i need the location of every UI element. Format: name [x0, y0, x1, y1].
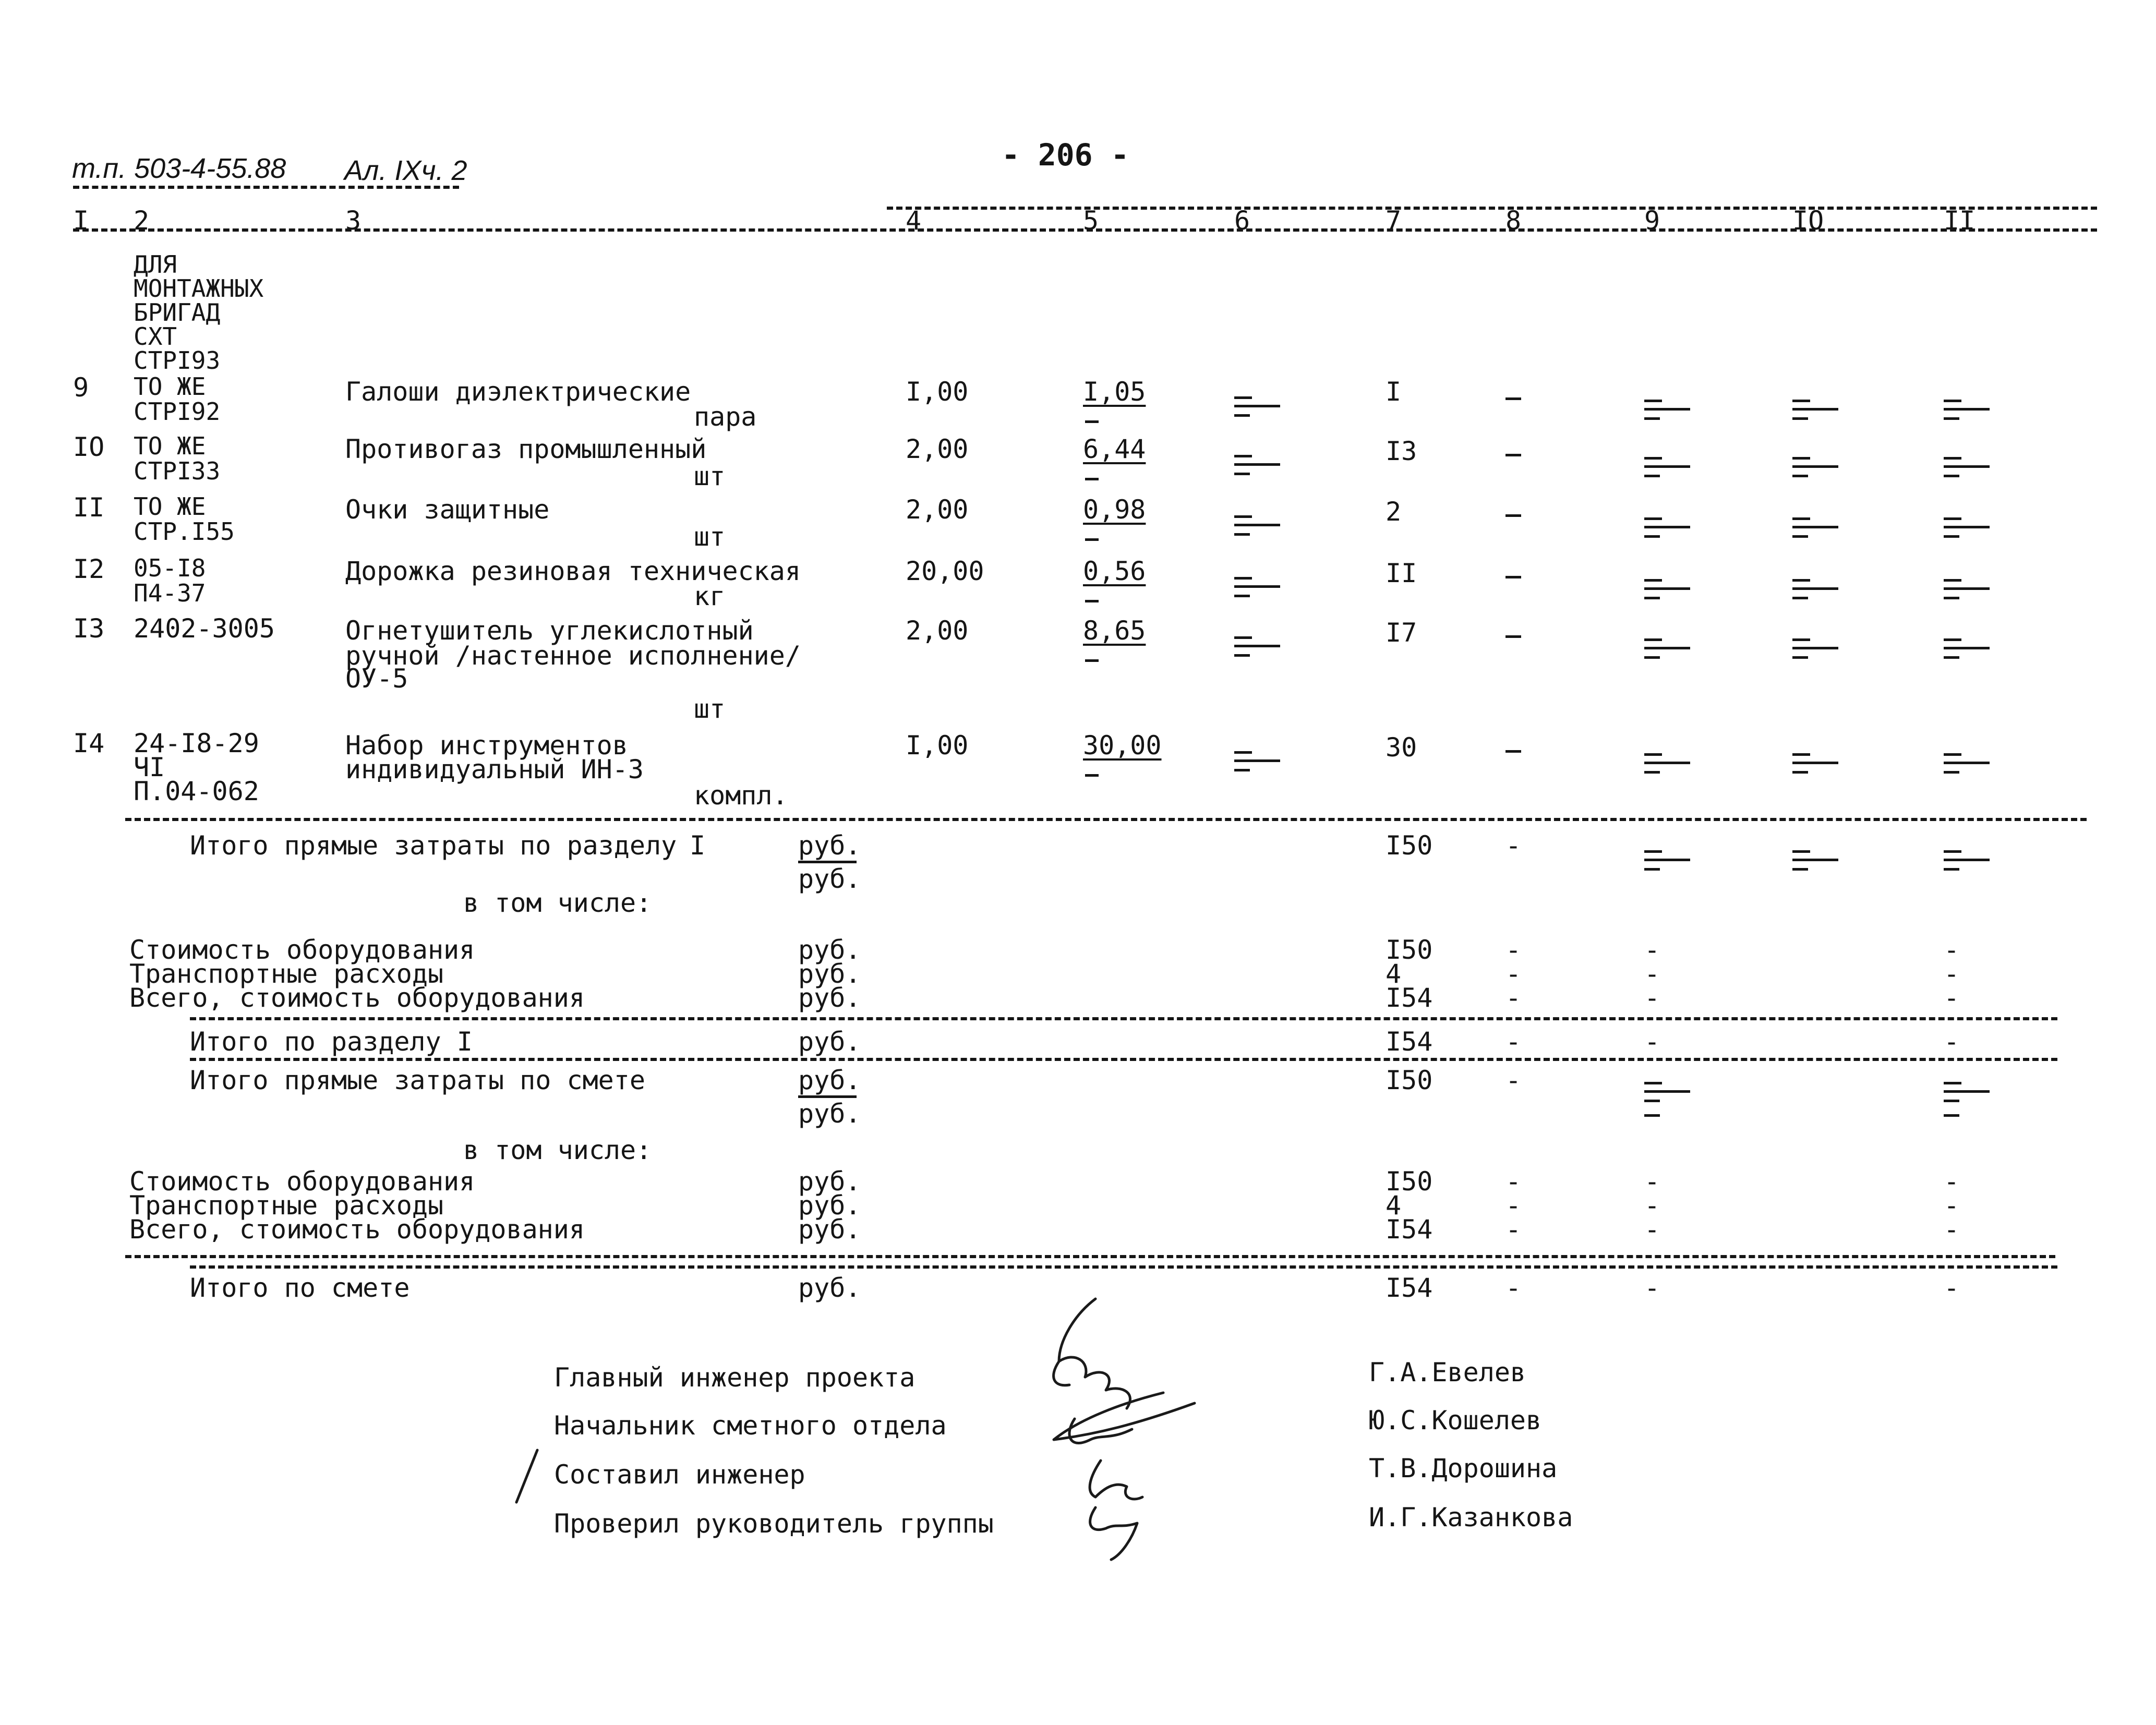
- dash-mark: [1644, 1080, 1691, 1103]
- dash-mark: [1944, 397, 1991, 420]
- dash-mark: [1944, 577, 1991, 600]
- unit-price: 0,98: [1083, 494, 1146, 525]
- signatory-role: Проверил руководитель группы: [554, 1509, 994, 1539]
- signatory-role: Начальник сметного отдела: [554, 1410, 947, 1441]
- column-header: 2: [134, 206, 150, 236]
- column-header: 9: [1644, 206, 1660, 236]
- dash-mark: [1792, 515, 1839, 538]
- column-header-top-rule: [887, 207, 2097, 210]
- total-value: I7: [1386, 618, 1417, 648]
- item-name: ручной /настенное исполнение/: [345, 641, 801, 671]
- quantity: 20,00: [906, 556, 984, 586]
- dash-mark: [1944, 636, 1991, 659]
- including-label: в том числе:: [463, 1135, 652, 1165]
- signatory-role: Главный инженер проекта: [554, 1362, 916, 1393]
- dash-mark: [1792, 636, 1839, 659]
- total-value: I3: [1386, 436, 1417, 466]
- column-header: IO: [1792, 206, 1824, 236]
- column-header: 6: [1234, 206, 1250, 236]
- unit: кг: [694, 581, 726, 611]
- unit: пара: [694, 402, 757, 432]
- unit-price: 30,00: [1083, 730, 1162, 761]
- unit: шт: [694, 522, 726, 552]
- unit: компл.: [694, 780, 788, 811]
- row-number: I2: [73, 554, 105, 584]
- item-name: индивидуальный ИН-3: [345, 754, 644, 785]
- dash-mark: [1234, 634, 1281, 657]
- column-header: II: [1944, 206, 1976, 236]
- page-number: - 206 -: [1002, 137, 1129, 173]
- item-name: ОУ-5: [345, 664, 408, 694]
- column-header: 5: [1083, 206, 1099, 236]
- row-number: I4: [73, 728, 105, 758]
- estimate-page: т.п. 503-4-55.88 Ал. IXч. 2 - 206 - I 2 3 4 5 6 7 8 9 IO II ДЛЯ МОНТАЖНЫХ БРИГАД СХТ СТРI93 9 ТО ЖЕ СТРI92 Галоши диэлектрические пара I,00 I,05 I IO ТО ЖЕ СТРI33 Противогаз промышленный шт 2,00 6,44 I3 II ТО ЖЕ СТР.I55 Очки защитные шт 2,00 0,98 2 I2 05-I8 П4-37 Дорожка резиновая техническая кг 20,00 0,56 II I3 2402-3005 Огнетушитель углекислотный ручной /настенное исполнение/ ОУ-5 шт 2,00 8,65 I7 I4 24-I8-29 ЧI П.04-062 Набор инструментов индивидуальный ИН-3 компл. I,00 30,00 30 Итого прямые затраты по разделу I руб. руб. I50 - в том числе: Стоимость оборудования руб. I50 - - - Транспортные расходы руб. 4 - - - Всего, стоимость оборудования руб. I54 - - - Итого по разделу I руб. I54 - - - Итого прямые затраты по смете руб. руб. I50 - в том числе: Стоимость оборудования руб. I50 - - - Транспортные расходы руб. 4 - - - Всего, стоимость оборудования руб. I54 - - - Итого по смете руб. I54 - - - Главный инженер проекта Г.А.Евелев Начальник сметного отдела Ю.С.Кошелев Составил инженер Т.В.Дорошина Проверил руководитель группы И.Г.Казанкова: [0, 0, 2156, 1725]
- dash-mark: [1644, 577, 1691, 600]
- column-header: 8: [1505, 206, 1522, 236]
- item-name: Огнетушитель углекислотный: [345, 616, 754, 646]
- dash-mark: [1792, 751, 1839, 774]
- item-name: Галоши диэлектрические: [345, 377, 691, 407]
- unit-price: 8,65: [1083, 616, 1146, 646]
- column-header: 7: [1386, 206, 1402, 236]
- dash-mark: [1792, 455, 1839, 478]
- item-name: Набор инструментов: [345, 730, 628, 761]
- dash-mark: [1644, 751, 1691, 774]
- unit: шт: [694, 694, 726, 724]
- unit-price: 0,56: [1083, 556, 1146, 586]
- dash-mark: [1234, 575, 1281, 598]
- dash-mark: [1644, 515, 1691, 538]
- total-value: II: [1386, 558, 1417, 588]
- quantity: I,00: [906, 730, 969, 761]
- total-value: I: [1386, 377, 1402, 407]
- total-value: I50: [1386, 830, 1433, 861]
- dash-mark: [1234, 394, 1281, 417]
- column-header: 4: [906, 206, 922, 236]
- total-value: I50: [1386, 1065, 1433, 1095]
- row-number: II: [73, 492, 105, 523]
- signatory-role: Составил инженер: [554, 1459, 805, 1490]
- signatory-name: Ю.С.Кошелев: [1369, 1405, 1542, 1436]
- quantity: 2,00: [906, 494, 969, 525]
- quantity: 2,00: [906, 616, 969, 646]
- dash-mark: [1944, 515, 1991, 538]
- dash-mark: [1234, 513, 1281, 536]
- dash-mark: [1644, 848, 1691, 871]
- album-ref: Ал. IXч. 2: [344, 155, 467, 186]
- row-number: I3: [73, 613, 105, 644]
- section-rule: [125, 818, 2087, 821]
- dash-mark: [1944, 1080, 1991, 1103]
- column-header-rule: [73, 228, 2097, 232]
- row-number: 9: [73, 372, 89, 403]
- dash-mark: [1792, 397, 1839, 420]
- column-header: I: [73, 206, 89, 236]
- unit-price: 6,44: [1083, 434, 1146, 464]
- dash-mark: [1644, 455, 1691, 478]
- item-name: Дорожка резиновая техническая: [345, 556, 801, 586]
- row-number: IO: [73, 432, 105, 462]
- unit-price: I,05: [1083, 377, 1146, 407]
- total-value: 2: [1386, 497, 1402, 527]
- header-rule: [73, 186, 459, 189]
- quantity: 2,00: [906, 434, 969, 464]
- dash-mark: [1644, 397, 1691, 420]
- dash-mark: [1944, 455, 1991, 478]
- dash-mark: [1944, 848, 1991, 871]
- signatory-name: И.Г.Казанкова: [1369, 1502, 1573, 1533]
- dash-mark: [1792, 577, 1839, 600]
- dash-mark: [1944, 751, 1991, 774]
- signature-scribbles-icon: [496, 1283, 1356, 1575]
- doc-code: т.п. 503-4-55.88: [72, 153, 286, 184]
- unit: шт: [694, 461, 726, 491]
- item-name: Противогаз промышленный: [345, 434, 707, 464]
- signatory-name: Т.В.Дорошина: [1369, 1453, 1558, 1483]
- total-value: 30: [1386, 732, 1417, 763]
- dash-mark: [1792, 848, 1839, 871]
- dash-mark: [1234, 749, 1281, 772]
- item-name: Очки защитные: [345, 494, 550, 525]
- including-label: в том числе:: [463, 888, 652, 918]
- quantity: I,00: [906, 377, 969, 407]
- column-header: 3: [345, 206, 362, 236]
- dash-mark: [1234, 453, 1281, 476]
- signatory-name: Г.А.Евелев: [1369, 1357, 1526, 1388]
- dash-mark: [1644, 636, 1691, 659]
